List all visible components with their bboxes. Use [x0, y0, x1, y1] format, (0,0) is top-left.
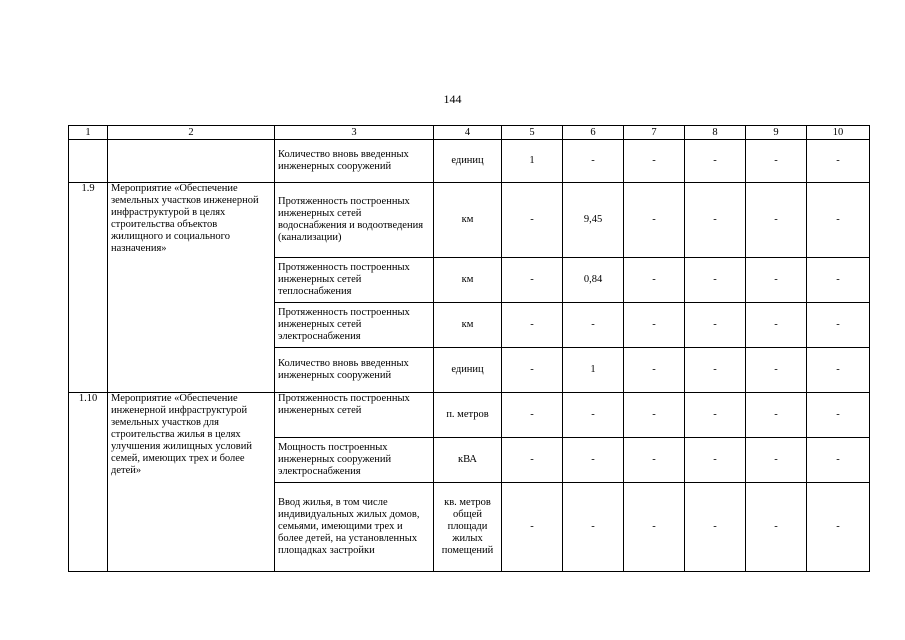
row-number-cell: 1.9	[69, 183, 108, 393]
column-header: 1	[69, 126, 108, 140]
value-cell: -	[563, 438, 624, 483]
value-cell: 0,84	[563, 258, 624, 303]
value-cell: -	[624, 303, 685, 348]
value-cell: -	[807, 393, 870, 438]
value-cell: -	[746, 258, 807, 303]
column-header: 4	[434, 126, 502, 140]
value-cell: -	[563, 483, 624, 572]
metric-cell: Количество вновь введенных инженерных сооружений	[275, 348, 434, 393]
metric-cell: Протяженность построенных инженерных сетей	[275, 393, 434, 438]
value-cell: -	[685, 348, 746, 393]
page-number: 144	[443, 92, 462, 106]
column-header: 5	[502, 126, 563, 140]
metric-cell: Мощность построенных инженерных сооружений электроснабжения	[275, 438, 434, 483]
value-cell: -	[685, 183, 746, 258]
value-cell: -	[746, 183, 807, 258]
column-header: 2	[108, 126, 275, 140]
unit-cell: единиц	[434, 348, 502, 393]
value-cell: -	[746, 348, 807, 393]
value-cell: -	[502, 183, 563, 258]
value-cell: -	[807, 258, 870, 303]
unit-cell: км	[434, 303, 502, 348]
column-header: 6	[563, 126, 624, 140]
value-cell: -	[685, 483, 746, 572]
value-cell: -	[746, 483, 807, 572]
value-cell: -	[807, 140, 870, 183]
row-number-cell	[69, 140, 108, 183]
value-cell: -	[807, 438, 870, 483]
value-cell: 1	[502, 140, 563, 183]
value-cell: 9,45	[563, 183, 624, 258]
value-cell: -	[685, 303, 746, 348]
value-cell: -	[624, 348, 685, 393]
column-header: 10	[807, 126, 870, 140]
value-cell: -	[685, 258, 746, 303]
event-cell: Мероприятие «Обеспечение инженерной инфраструктурой земельных участков для строительства жилья в целях улучшения жилищных условий семей, имеющих трех и более детей»	[108, 393, 275, 572]
unit-cell: п. метров	[434, 393, 502, 438]
column-header: 9	[746, 126, 807, 140]
value-cell: -	[502, 483, 563, 572]
metric-cell: Количество вновь введенных инженерных сооружений	[275, 140, 434, 183]
indicators-table	[68, 125, 870, 572]
value-cell: -	[624, 183, 685, 258]
unit-cell: единиц	[434, 140, 502, 183]
value-cell: -	[624, 393, 685, 438]
value-cell: -	[685, 140, 746, 183]
value-cell: -	[807, 348, 870, 393]
event-cell: Мероприятие «Обеспечение земельных участков инженерной инфраструктурой в целях строительства объектов жилищного и социального назначения»	[108, 183, 275, 393]
value-cell: -	[502, 348, 563, 393]
table-row	[69, 393, 870, 438]
table-row	[69, 140, 870, 183]
column-header: 8	[685, 126, 746, 140]
metric-cell: Протяженность построенных инженерных сетей теплоснабжения	[275, 258, 434, 303]
table-row	[69, 183, 870, 258]
metric-cell: Ввод жилья, в том числе индивидуальных жилых домов, семьями, имеющими трех и более детей, на установленных площадках застройки	[275, 483, 434, 572]
value-cell: 1	[563, 348, 624, 393]
value-cell: -	[502, 393, 563, 438]
value-cell: -	[746, 438, 807, 483]
value-cell: -	[807, 183, 870, 258]
value-cell: -	[502, 303, 563, 348]
header-row	[69, 126, 870, 140]
unit-cell: км	[434, 258, 502, 303]
metric-cell: Протяженность построенных инженерных сетей водоснабжения и водоотведения (канализации)	[275, 183, 434, 258]
value-cell: -	[807, 303, 870, 348]
event-cell	[108, 140, 275, 183]
value-cell: -	[624, 258, 685, 303]
value-cell: -	[807, 483, 870, 572]
metric-cell: Протяженность построенных инженерных сетей электроснабжения	[275, 303, 434, 348]
row-number-cell: 1.10	[69, 393, 108, 572]
value-cell: -	[624, 438, 685, 483]
value-cell: -	[746, 140, 807, 183]
value-cell: -	[563, 393, 624, 438]
value-cell: -	[624, 483, 685, 572]
unit-cell: км	[434, 183, 502, 258]
unit-cell: кВА	[434, 438, 502, 483]
column-header: 7	[624, 126, 685, 140]
value-cell: -	[502, 258, 563, 303]
value-cell: -	[685, 393, 746, 438]
value-cell: -	[624, 140, 685, 183]
value-cell: -	[685, 438, 746, 483]
value-cell: -	[746, 393, 807, 438]
value-cell: -	[563, 303, 624, 348]
value-cell: -	[746, 303, 807, 348]
value-cell: -	[502, 438, 563, 483]
unit-cell: кв. метров общей площади жилых помещений	[434, 483, 502, 572]
column-header: 3	[275, 126, 434, 140]
value-cell: -	[563, 140, 624, 183]
